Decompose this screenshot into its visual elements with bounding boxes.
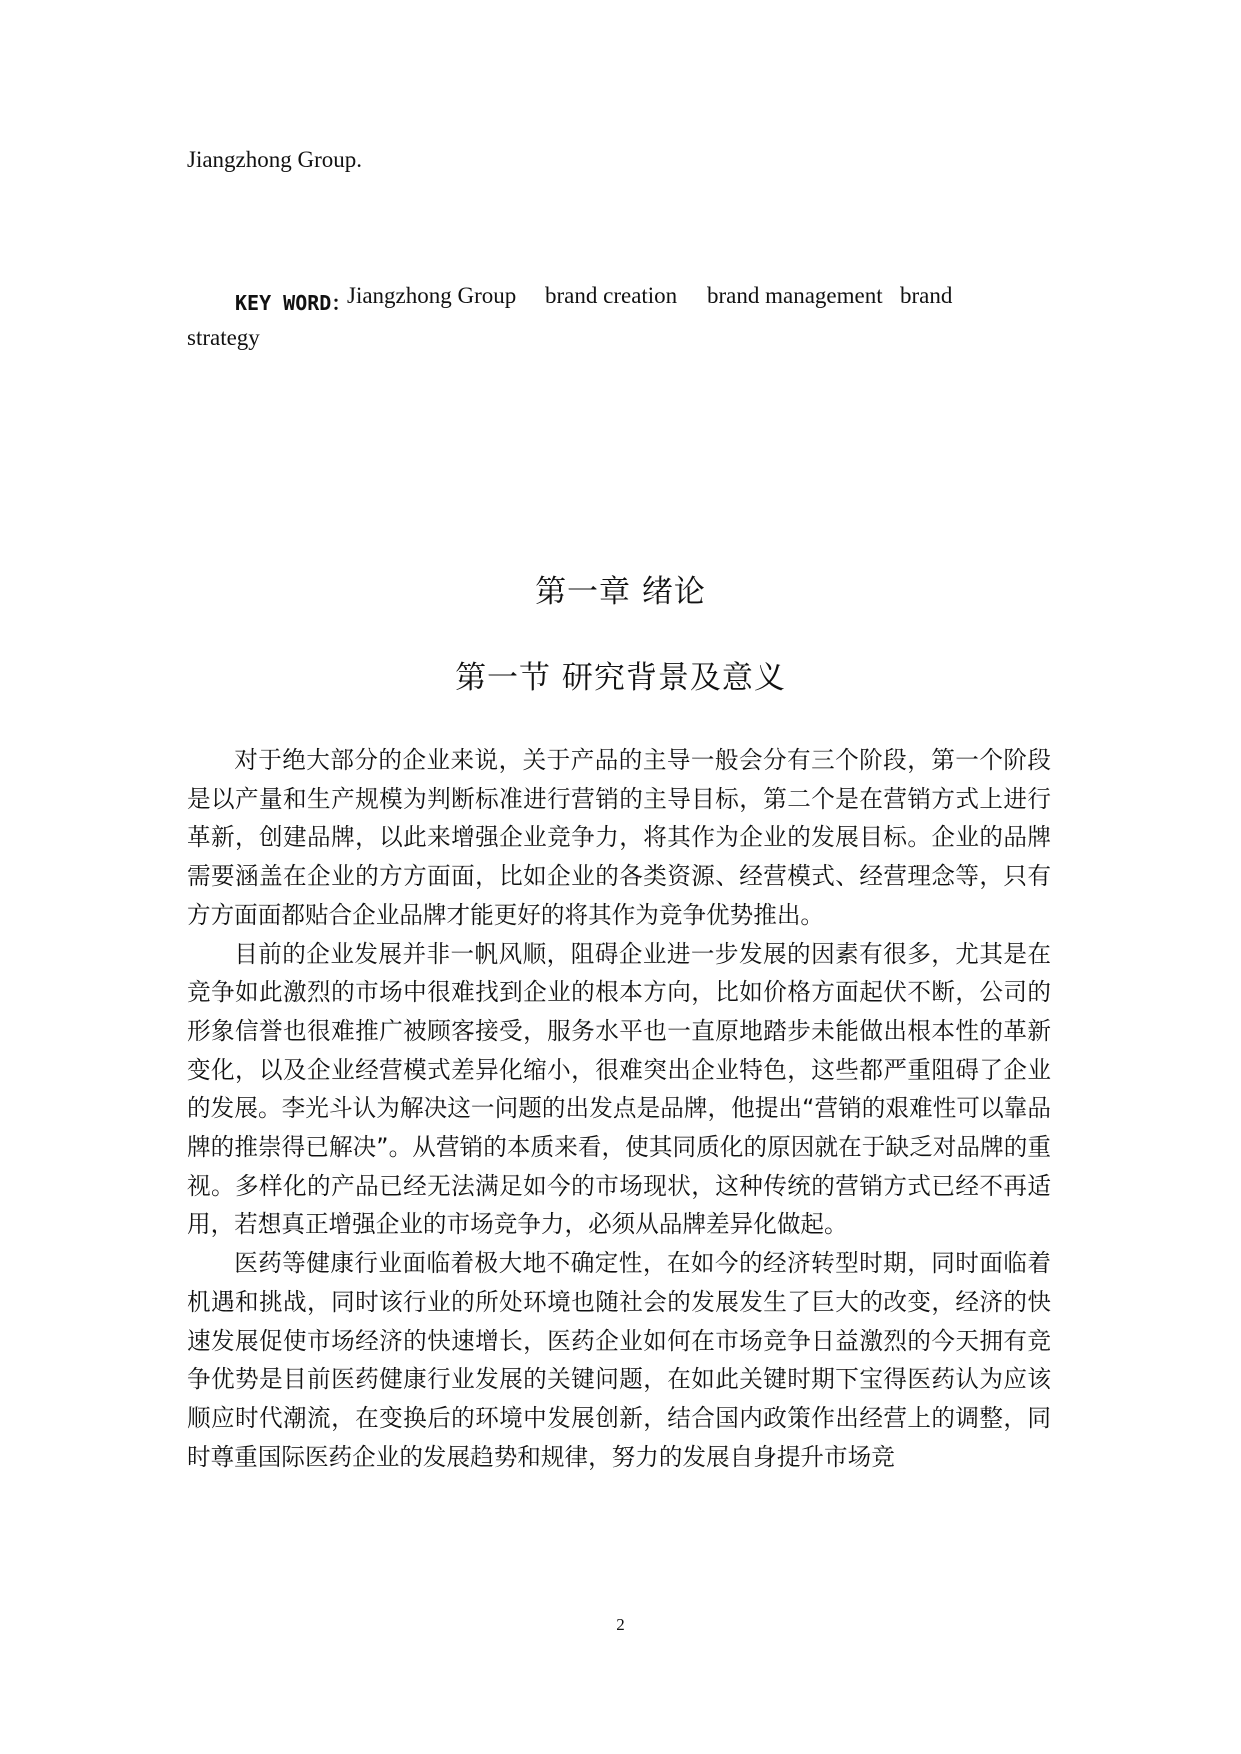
paragraph: 目前的企业发展并非一帆风顺，阻碍企业进一步发展的因素有很多，尤其是在竞争如此激烈的市场中很难找到企业的根本方向，比如价格方面起伏不断，公司的形象信誉也很难推广被顾客接受，服务水平也一直原地踏步未能做出根本性的革新变化，以及企业经营模式差异化缩小，很难突出企业特色，这些都严重阻碍了企业的发展。李光斗认为解决这一问题的出发点是品牌，他提出“营销的艰难性可以靠品牌的推崇得已解决”。从营销的本质来看，使其同质化的原因就在于缺乏对品牌的重视。多样化的产品已经无法满足如今的市场现状，这种传统的营销方式已经不再适用，若想真正增强企业的市场竞争力，必须从品牌差异化做起。	[187, 939, 1051, 1239]
keyword-item: brand	[900, 283, 953, 308]
section-title: 第一节 研究背景及意义	[455, 660, 786, 696]
keywords-row	[187, 283, 1061, 317]
keyword-item: brand creation	[545, 283, 678, 308]
page-number: 2	[616, 1615, 625, 1634]
keyword-item: brand management	[707, 283, 883, 308]
keywords-continuation: strategy	[187, 325, 260, 350]
abstract-line: Jiangzhong Group.	[187, 147, 363, 172]
keywords-label: KEY WORD：	[235, 291, 352, 315]
paragraph: 医药等健康行业面临着极大地不确定性，在如今的经济转型时期，同时面临着机遇和挑战，同时该行业的所处环境也随社会的发展发生了巨大的改变，经济的快速发展促使市场经济的快速增长，医药企业如何在市场竞争日益激烈的今天拥有竞争优势是目前医药健康行业发展的关键问题，在如此关键时期下宝得医药认为应该顺应时代潮流，在变换后的环境中发展创新，结合国内政策作出经营上的调整，同时尊重国际医药企业的发展趋势和规律，努力的发展自身提升市场竞	[187, 1249, 1051, 1471]
keyword-item: Jiangzhong Group	[347, 283, 517, 308]
body-text	[187, 741, 1051, 1476]
paragraph: 对于绝大部分的企业来说，关于产品的主导一般会分有三个阶段，第一个阶段是以产量和生产规模为判断标准进行营销的主导目标，第二个是在营销方式上进行革新，创建品牌，以此来增强企业竞争力，将其作为企业的发展目标。企业的品牌需要涵盖在企业的方方面面，比如企业的各类资源、经营模式、经营理念等，只有方方面面都贴合企业品牌才能更好的将其作为竞争优势推出。	[187, 746, 1051, 929]
chapter-title: 第一章 绪论	[535, 574, 706, 610]
